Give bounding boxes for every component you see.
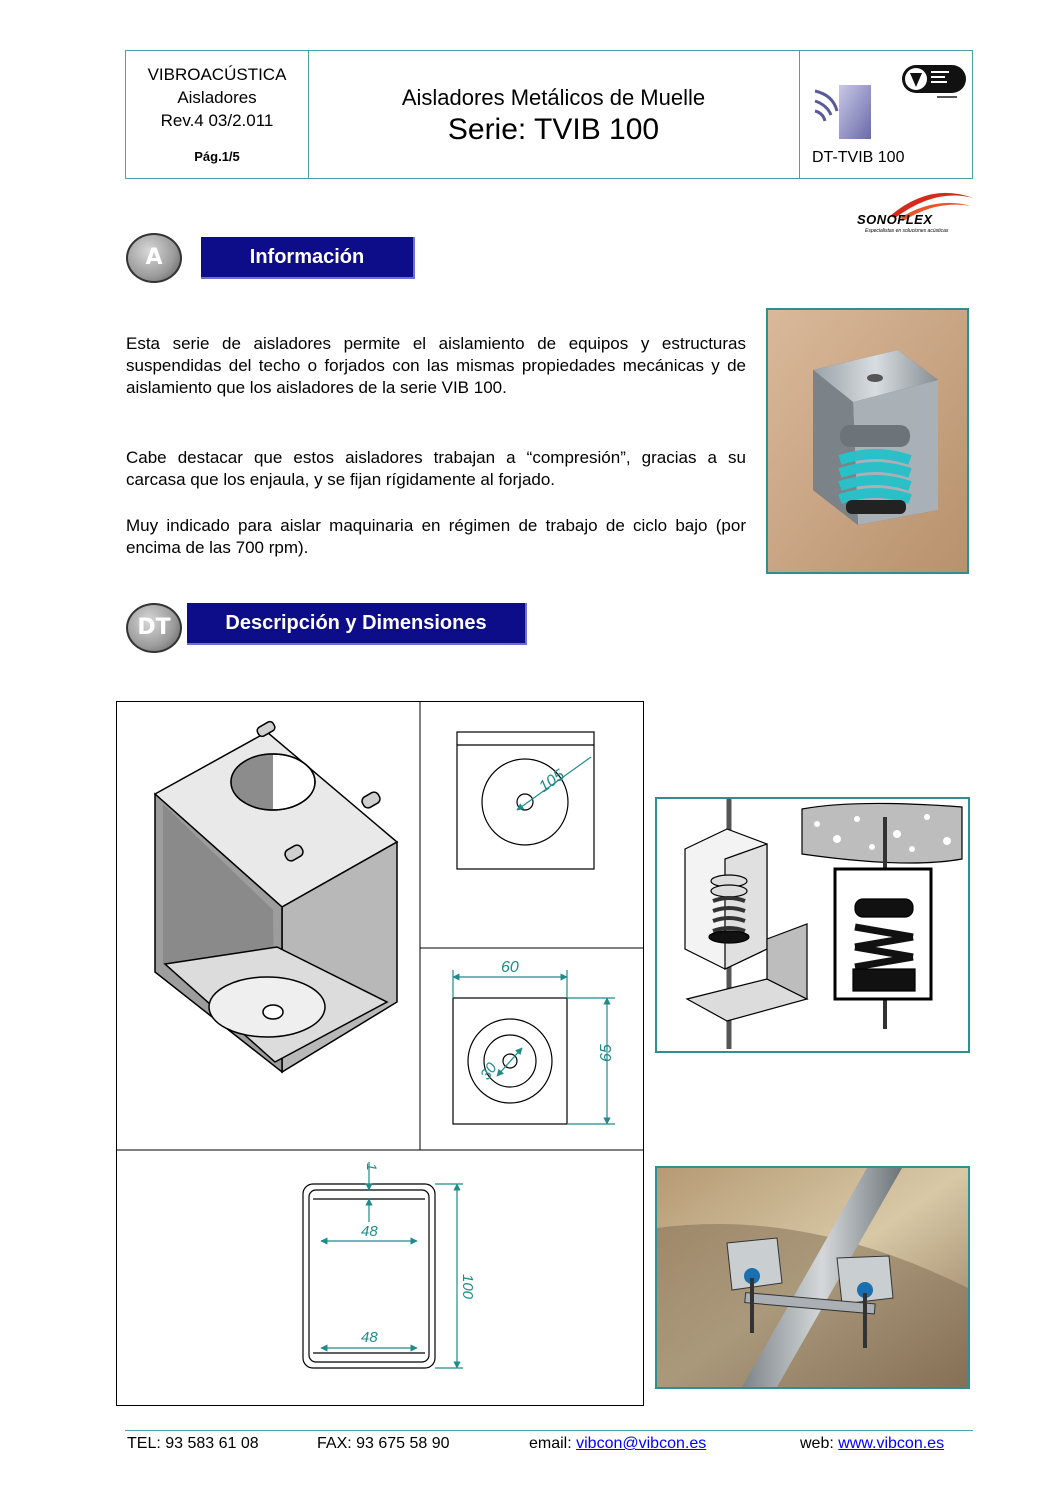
info-section-title: Información xyxy=(201,237,415,279)
mounting-diagram-svg xyxy=(657,799,968,1051)
paragraph-2: Cabe destacar que estos aisladores trabajan a “compresión”, gracias a su carcasa que los enjaula, y se fijan rígidamente al forjado. xyxy=(126,448,746,489)
footer-fax: FAX: 93 675 58 90 xyxy=(317,1435,450,1452)
footer-tel: TEL: 93 583 61 08 xyxy=(127,1435,259,1452)
dim-height: 100 xyxy=(459,1274,476,1300)
header-left-cell xyxy=(126,51,309,178)
installation-photo-illustration xyxy=(657,1168,968,1387)
top-view xyxy=(457,732,594,869)
page-number: Pág.1/5 xyxy=(194,149,240,164)
dim-hole-diameter: 30 xyxy=(477,1059,501,1084)
document-code: DT-TVIB 100 xyxy=(812,149,905,166)
iso-certification-icon xyxy=(901,63,967,103)
isolator-photo-illustration xyxy=(768,310,967,572)
isometric-view xyxy=(155,720,397,1072)
technical-drawing-svg xyxy=(117,702,643,1405)
installation-photo xyxy=(655,1166,970,1389)
footer-web-label: web: xyxy=(800,1435,839,1452)
paragraph-3: Muy indicado para aislar maquinaria en régimen de trabajo de ciclo bajo (por encima de las 700 rpm). xyxy=(126,516,746,557)
company-name: VIBROACÚSTICA xyxy=(147,65,287,84)
revision: Rev.4 03/2.011 xyxy=(160,111,274,130)
dim-depth: 65 xyxy=(598,1044,615,1062)
company-logo-icon xyxy=(811,81,873,141)
email-link[interactable]: vibcon@vibcon.es xyxy=(576,1435,707,1452)
category: Aisladores xyxy=(177,88,257,107)
web-link[interactable]: www.vibcon.es xyxy=(838,1435,945,1452)
mounting-illustration xyxy=(655,797,970,1053)
footer-divider xyxy=(125,1430,973,1431)
info-section-icon: A xyxy=(126,233,182,283)
technical-drawing xyxy=(116,701,644,1406)
header-title-cell xyxy=(308,51,800,178)
paragraph-1: Esta serie de aisladores permite el aislamiento de equipos y estructuras suspendidas del techo o forjados con las mismas propiedades mecánicas y de aislamiento que los aisladores de la serie VIB 100. xyxy=(126,334,746,397)
dim-thickness: 1 xyxy=(364,1163,380,1171)
desc-section-title: Descripción y Dimensiones xyxy=(187,603,527,645)
footer-email-label: email: xyxy=(529,1435,577,1452)
sonoflex-logo xyxy=(845,188,975,238)
side-view xyxy=(453,970,615,1124)
brand-name: SONOFLEX xyxy=(857,212,933,227)
brand-tagline: Especialistas en soluciones acústicas xyxy=(865,228,949,234)
header-table xyxy=(125,50,973,179)
section-view xyxy=(303,1162,463,1368)
footer-email xyxy=(529,1435,706,1453)
desc-section-icon: DT xyxy=(126,603,182,653)
footer-web xyxy=(800,1435,944,1453)
dim-inner-top: 48 xyxy=(361,1223,378,1240)
series-title: Serie: TVIB 100 xyxy=(447,113,660,146)
product-photo xyxy=(766,308,969,574)
document-title: Aisladores Metálicos de Muelle xyxy=(401,85,706,110)
header-logo-cell xyxy=(799,51,974,178)
dim-inner-bottom: 48 xyxy=(361,1329,378,1346)
dim-width: 60 xyxy=(501,959,519,976)
dim-top-diameter: 105 xyxy=(536,766,568,796)
